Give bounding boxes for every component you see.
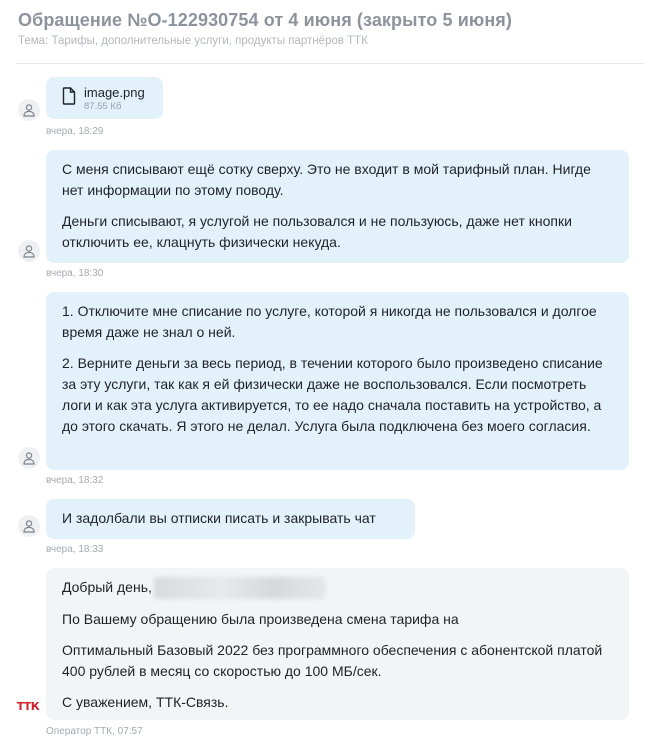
user-icon xyxy=(22,451,36,465)
user-icon xyxy=(22,103,36,117)
file-size: 87.55 Кб xyxy=(84,101,122,112)
page-title: Обращение №O-122930754 от 4 июня (закрыто 5 июня) xyxy=(18,10,513,30)
greeting-text: Добрый день, xyxy=(62,579,152,595)
redacted-name xyxy=(154,577,326,599)
message-time: вчера, 18:33 xyxy=(46,544,104,555)
user-avatar xyxy=(18,99,40,121)
message-time: вчера, 18:30 xyxy=(46,268,104,279)
ticket-header xyxy=(18,9,638,49)
user-avatar xyxy=(18,240,40,262)
message-paragraph: Оптимальный Базовый 2022 без программного обеспечения с абонентской платой 400 рублей в месяц со скоростью до 100 МБ/сек. xyxy=(62,642,603,680)
header-divider xyxy=(16,63,644,64)
message-paragraph: Деньги списывают, я услугой не пользовался и не пользуюсь, даже нет кнопки отключить ее, клацнуть физически некуда. xyxy=(62,213,572,250)
file-attachment[interactable] xyxy=(46,77,163,119)
message-paragraph: По Вашему обращению была произведена смена тарифа на xyxy=(62,611,459,628)
operator-message-bubble xyxy=(46,568,629,720)
message-paragraph: 1. Отключите мне списание по услуге, которой я никогда не пользовался и долгое время даже не знал о ней. xyxy=(62,303,597,340)
message-bubble xyxy=(46,499,415,539)
ttk-logo: ТТК xyxy=(16,699,40,713)
user-avatar xyxy=(18,447,40,469)
message-time: Оператор ТТК, 07:57 xyxy=(46,726,143,737)
message-paragraph: 2. Верните деньги за весь период, в течении которого было произведено списание за эту услуги, так как я ей физически даже не воспользовался. Если посмотреть логи и как эта услуга активируется, то ее надо сначала поставить на устройство, а до этого скачать. Я этого не делал. Услуга была подключена без моего согласия. xyxy=(62,355,603,434)
file-name: image.png xyxy=(84,85,145,100)
message-paragraph: И задолбали вы отписки писать и закрывать чат xyxy=(62,510,376,526)
user-icon xyxy=(22,519,36,533)
message-bubble xyxy=(46,292,629,470)
user-icon xyxy=(22,244,36,258)
message-time: вчера, 18:32 xyxy=(46,475,104,486)
message-bubble xyxy=(46,150,629,263)
message-time: вчера, 18:29 xyxy=(46,126,104,137)
message-paragraph: С уважением, ТТК-Связь. xyxy=(62,694,229,711)
file-icon xyxy=(62,87,76,105)
message-paragraph: С меня списывают ещё сотку сверху. Это не входит в мой тарифный план. Нигде нет информации по этому поводу. xyxy=(62,161,591,198)
user-avatar xyxy=(18,515,40,537)
ticket-subject: Тема: Тарифы, дополнительные услуги, продукты партнёров ТТК xyxy=(18,35,368,47)
